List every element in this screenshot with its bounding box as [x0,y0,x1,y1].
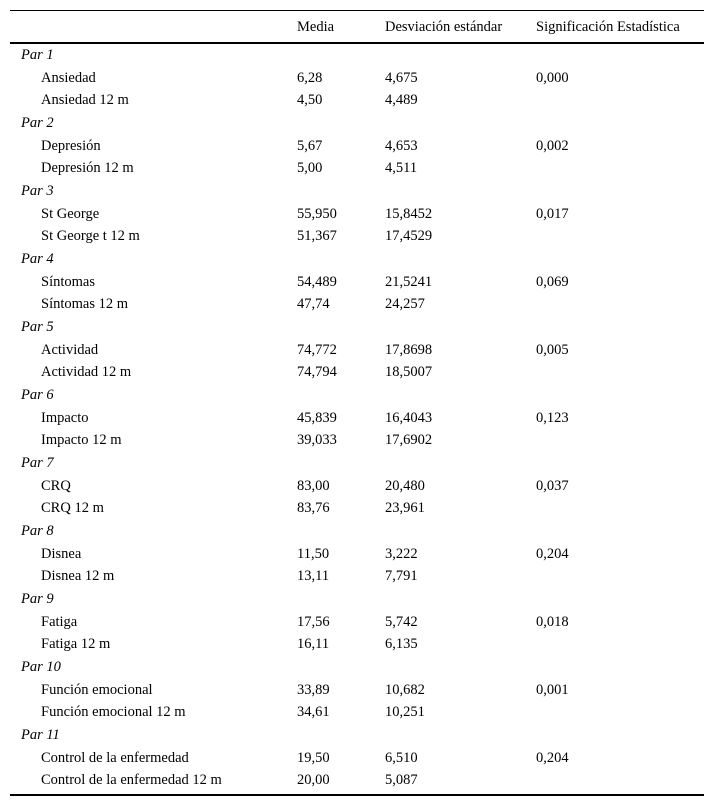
group-title: Par 9 [21,591,54,607]
table-row [10,543,704,565]
table-row [10,407,704,429]
cell-significacion: 0,017 [536,205,569,222]
group-row [10,180,704,202]
cell-desviacion: 4,489 [385,92,418,109]
row-label: CRQ [41,477,71,494]
row-label: Control de la enfermedad 12 m [41,772,222,789]
group-row [10,316,704,338]
row-label: Control de la enfermedad [41,749,189,766]
table-row [10,67,704,89]
row-label: Síntomas [41,273,95,290]
table-row [10,361,704,383]
table-row [10,769,704,791]
cell-desviacion: 23,961 [385,500,425,517]
table-row [10,89,704,111]
cell-media: 74,772 [297,341,337,358]
group-title: Par 8 [21,523,54,539]
group-title: Par 4 [21,251,54,267]
table-row [10,135,704,157]
cell-desviacion: 10,682 [385,681,425,698]
cell-desviacion: 7,791 [385,568,418,585]
cell-media: 17,56 [297,613,330,630]
cell-desviacion: 18,5007 [385,364,433,381]
cell-media: 33,89 [297,681,330,698]
table-row [10,339,704,361]
cell-media: 34,61 [297,704,330,721]
cell-desviacion: 24,257 [385,296,425,313]
group-title: Par 11 [21,727,60,743]
row-label: Ansiedad [41,69,96,86]
group-row [10,112,704,134]
row-label: Impacto 12 m [41,432,122,449]
row-label: CRQ 12 m [41,500,104,517]
row-label: Actividad 12 m [41,364,132,381]
cell-media: 47,74 [297,296,330,313]
cell-desviacion: 5,087 [385,772,418,789]
cell-media: 13,11 [297,568,330,585]
cell-significacion: 0,204 [536,749,569,766]
table-row [10,475,704,497]
cell-media: 74,794 [297,364,337,381]
cell-desviacion: 17,4529 [385,228,433,245]
cell-desviacion: 17,8698 [385,341,433,358]
group-title: Par 10 [21,659,61,675]
cell-significacion: 0,018 [536,613,569,630]
cell-media: 20,00 [297,772,330,789]
cell-media: 6,28 [297,69,323,86]
row-label: Función emocional [41,681,153,698]
cell-media: 5,00 [297,160,323,177]
cell-media: 39,033 [297,432,337,449]
header-desviacion: Desviación estándar [385,19,503,35]
cell-media: 11,50 [297,545,330,562]
row-label: Actividad [41,341,99,358]
group-row [10,248,704,270]
group-title: Par 2 [21,115,54,131]
cell-media: 45,839 [297,409,337,426]
cell-media: 51,367 [297,228,337,245]
cell-desviacion: 10,251 [385,704,425,721]
table-row [10,565,704,587]
table-row [10,497,704,519]
header-media: Media [297,19,335,35]
table-row [10,611,704,633]
table-row [10,293,704,315]
cell-desviacion: 5,742 [385,613,418,630]
row-label: Disnea 12 m [41,568,115,585]
cell-media: 83,76 [297,500,330,517]
cell-desviacion: 4,675 [385,69,418,86]
group-title: Par 1 [21,47,54,63]
group-row [10,656,704,678]
cell-media: 55,950 [297,205,337,222]
cell-desviacion: 4,653 [385,137,418,154]
group-row [10,44,704,66]
group-title: Par 6 [21,387,54,403]
group-row [10,588,704,610]
cell-desviacion: 3,222 [385,545,418,562]
row-label: Disnea [41,545,82,562]
table-top-rule [10,10,704,11]
row-label: Síntomas 12 m [41,296,129,313]
row-label: Impacto [41,409,89,426]
cell-desviacion: 4,511 [385,160,418,177]
table-row [10,701,704,723]
group-title: Par 7 [21,455,54,471]
cell-significacion: 0,123 [536,409,569,426]
cell-significacion: 0,037 [536,477,569,494]
cell-significacion: 0,204 [536,545,569,562]
table-row [10,203,704,225]
table-row [10,633,704,655]
group-title: Par 3 [21,183,54,199]
cell-desviacion: 16,4043 [385,409,433,426]
table-row [10,225,704,247]
cell-media: 83,00 [297,477,330,494]
cell-desviacion: 6,135 [385,636,418,653]
table-row [10,271,704,293]
table-row [10,747,704,769]
cell-media: 19,50 [297,749,330,766]
table-row [10,679,704,701]
cell-desviacion: 20,480 [385,477,425,494]
group-row [10,452,704,474]
table-row [10,157,704,179]
row-label: Fatiga 12 m [41,636,111,653]
cell-desviacion: 6,510 [385,749,418,766]
table-bottom-rule [10,794,704,796]
cell-significacion: 0,005 [536,341,569,358]
group-title: Par 5 [21,319,54,335]
row-label: Ansiedad 12 m [41,92,129,109]
cell-media: 16,11 [297,636,330,653]
group-row [10,520,704,542]
row-label: Depresión 12 m [41,160,134,177]
cell-significacion: 0,000 [536,69,569,86]
cell-media: 4,50 [297,92,323,109]
table-row [10,429,704,451]
cell-desviacion: 17,6902 [385,432,433,449]
row-label: Depresión [41,137,101,154]
cell-significacion: 0,002 [536,137,569,154]
row-label: St George t 12 m [41,228,140,245]
header-significacion: Significación Estadística [536,19,680,35]
cell-significacion: 0,001 [536,681,569,698]
cell-media: 54,489 [297,273,337,290]
group-row [10,724,704,746]
row-label: Función emocional 12 m [41,704,186,721]
cell-desviacion: 21,5241 [385,273,433,290]
cell-significacion: 0,069 [536,273,569,290]
cell-desviacion: 15,8452 [385,205,433,222]
group-row [10,384,704,406]
row-label: St George [41,205,100,222]
row-label: Fatiga [41,613,78,630]
cell-media: 5,67 [297,137,323,154]
